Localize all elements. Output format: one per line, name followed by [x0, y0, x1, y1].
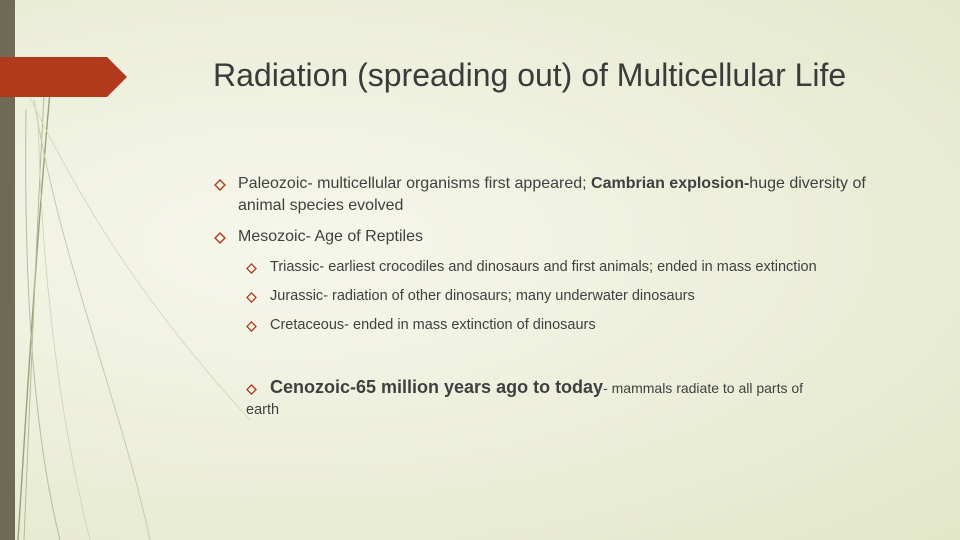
- diamond-outline-icon: [214, 229, 231, 251]
- diamond-outline-icon: [214, 176, 231, 198]
- paleozoic-text-1: - multicellular organisms first appeared;: [307, 175, 592, 192]
- diamond-outline-icon: [246, 289, 262, 309]
- title-accent-tab: [0, 57, 127, 97]
- sub-bullet-cretaceous-text: Cretaceous- ended in mass extinction of dinosaurs: [270, 317, 596, 333]
- diamond-outline-icon: [246, 318, 262, 338]
- paleozoic-text-2: huge diversity of animal species evolved: [238, 175, 866, 214]
- diamond-outline-icon: [246, 381, 262, 401]
- cambrian-explosion-term: Cambrian explosion-: [591, 175, 750, 192]
- cenozoic-rest: - mammals radiate to all parts of: [603, 380, 804, 396]
- sub-bullet-cenozoic-text: [246, 375, 804, 419]
- diamond-outline-icon: [246, 260, 262, 280]
- sub-bullet-triassic-text: Triassic- earliest crocodiles and dinosaurs and first animals; ended in mass extinction: [270, 259, 817, 275]
- slide-title: Radiation (spreading out) of Multicellular Life: [213, 57, 847, 93]
- cenozoic-heading: Cenozoic-65 million years ago to today: [270, 377, 604, 397]
- paleozoic-label: Paleozoic: [238, 175, 308, 192]
- bullet-mesozoic: [214, 226, 874, 251]
- bullet-mesozoic-text: Mesozoic- Age of Reptiles: [238, 228, 423, 245]
- bullet-paleozoic: [214, 173, 874, 217]
- cenozoic-tail: earth: [246, 402, 280, 418]
- sub-bullet-cretaceous: [246, 315, 906, 338]
- sub-bullet-cenozoic: [246, 375, 886, 419]
- sub-bullet-jurassic-text: Jurassic- radiation of other dinosaurs; many underwater dinosaurs: [270, 288, 695, 304]
- sub-bullet-jurassic: [246, 286, 906, 309]
- sub-bullet-triassic: [246, 257, 906, 280]
- bullet-paleozoic-text: [231, 173, 874, 217]
